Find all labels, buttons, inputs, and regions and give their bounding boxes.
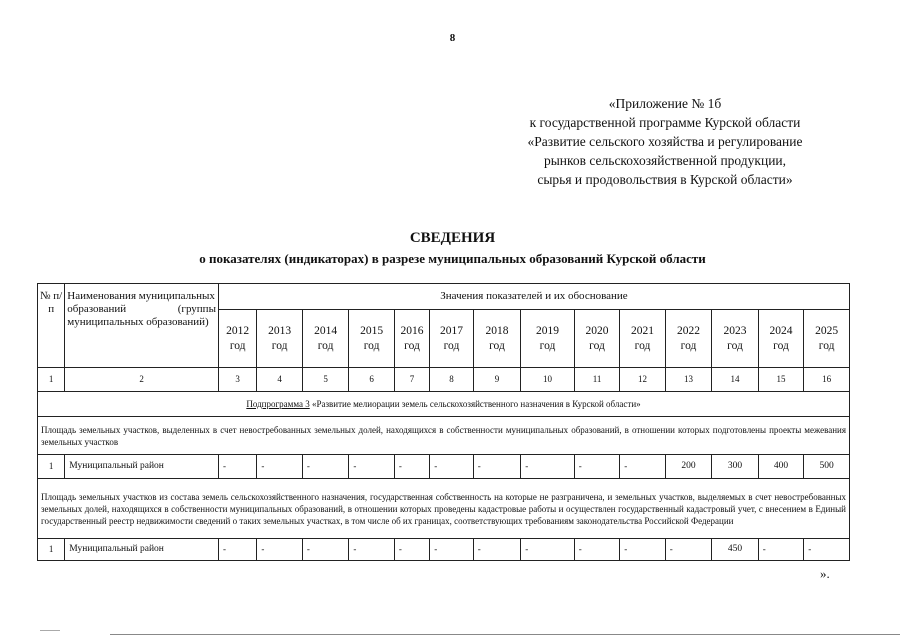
- year-suffix: год: [539, 339, 556, 352]
- appendix-header: [500, 94, 830, 189]
- year-header: [665, 310, 712, 368]
- row-number: 1: [38, 455, 65, 479]
- year-header: [430, 310, 473, 368]
- scan-edge-mark: [40, 630, 60, 631]
- column-number: 8: [430, 368, 473, 392]
- column-numbers-row: [38, 368, 850, 392]
- year-header: [302, 310, 349, 368]
- row-value: -: [620, 539, 665, 561]
- row-value: -: [257, 539, 302, 561]
- appendix-line: «Приложение № 1б: [608, 96, 722, 111]
- appendix-line: «Развитие сельского хозяйства и регулирование: [527, 134, 803, 149]
- row-value: -: [218, 455, 256, 479]
- year-value: 2013: [268, 324, 292, 337]
- row-value: -: [257, 455, 302, 479]
- row-number: 1: [38, 539, 65, 561]
- col-name-header-line: муниципальных образований): [67, 316, 209, 328]
- year-suffix: год: [404, 339, 420, 352]
- column-number: 14: [712, 368, 759, 392]
- scan-edge-line: [110, 634, 900, 635]
- column-number: 16: [804, 368, 850, 392]
- year-suffix: год: [443, 339, 460, 352]
- row-value: -: [473, 455, 521, 479]
- row-value: -: [521, 539, 575, 561]
- row-value: -: [574, 455, 619, 479]
- indicators-table: [37, 283, 850, 561]
- row-value: -: [302, 455, 349, 479]
- indicator-2-text: Площадь земельных участков из состава земель сельскохозяйственного назначения, государственная собственность на которые не разграничена, и земельных участков, выделяемых в счет невостребованных земельных долей, находящихся в собственности муниципальных образований, в отношении которых проведены кадастровые работы и осуществлен государственный кадастровый учет, с внесением в Единый государственный реестр недвижимости сведений о таких земельных участках, в том числе об их границах, соответствующих требованиям законодательства Российской Федерации: [38, 479, 850, 539]
- year-value: 2024: [769, 324, 793, 337]
- row-name: Муниципальный район: [65, 539, 219, 561]
- year-header: [349, 310, 394, 368]
- document-subtitle: о показателях (индикаторах) в разрезе муниципальных образований Курской области: [199, 251, 706, 266]
- year-value: 2025: [815, 324, 839, 337]
- year-value: 2012: [226, 324, 250, 337]
- year-suffix: год: [680, 339, 697, 352]
- document-title: СВЕДЕНИЯ: [409, 230, 496, 246]
- year-header: [804, 310, 850, 368]
- row-value: 400: [758, 455, 803, 479]
- row-value: -: [430, 539, 473, 561]
- year-header: [257, 310, 302, 368]
- col-name-header-line: Наименования муниципальных: [67, 290, 215, 302]
- appendix-line: сырья и продовольствия в Курской области»: [537, 172, 793, 187]
- year-value: 2019: [535, 324, 559, 337]
- row-value: -: [302, 539, 349, 561]
- year-suffix: год: [589, 339, 605, 352]
- row-value: 500: [804, 455, 850, 479]
- year-header: [473, 310, 521, 368]
- closing-quote: ».: [820, 566, 830, 581]
- col-name-header-line: [67, 303, 216, 316]
- row-value: 200: [665, 455, 712, 479]
- year-value: 2017: [439, 324, 463, 337]
- row-value: -: [473, 539, 521, 561]
- section-title: «Развитие мелиорации земель сельскохозяйственного назначения в Курской области»: [309, 398, 641, 409]
- row-value: -: [620, 455, 665, 479]
- year-header: [394, 310, 429, 368]
- year-suffix: год: [634, 339, 651, 352]
- row-value: -: [394, 455, 429, 479]
- column-number: 3: [218, 368, 256, 392]
- year-value: 2016: [400, 324, 424, 337]
- year-header: [712, 310, 759, 368]
- indicator-1-text: Площадь земельных участков, выделенных в счет невостребованных земельных долей, находящихся в собственности муниципальных образований, в отношении которых подготовлены проекты межевания земельных участков: [38, 417, 850, 455]
- year-suffix: год: [727, 339, 743, 352]
- column-number: 4: [257, 368, 302, 392]
- section-prefix: Подпрограмма 3: [246, 398, 310, 409]
- col-name-header-word: (группы: [177, 303, 216, 315]
- column-number: 2: [65, 368, 219, 392]
- column-number: 12: [620, 368, 665, 392]
- column-number: 15: [758, 368, 803, 392]
- year-value: 2020: [585, 324, 609, 337]
- year-header: [521, 310, 575, 368]
- appendix-line: к государственной программе Курской области: [529, 115, 801, 130]
- year-value: 2018: [485, 324, 509, 337]
- row-value: -: [804, 539, 850, 561]
- page-number: 8: [449, 32, 456, 44]
- col-num-header: № п/п: [38, 284, 65, 368]
- column-number: 1: [38, 368, 65, 392]
- column-number: 7: [394, 368, 429, 392]
- row-value: -: [758, 539, 803, 561]
- column-number: 5: [302, 368, 349, 392]
- section-header: [38, 392, 850, 417]
- row-value: -: [218, 539, 256, 561]
- column-number: 11: [574, 368, 619, 392]
- row-value: 450: [712, 539, 759, 561]
- year-header: [218, 310, 256, 368]
- year-header: [758, 310, 803, 368]
- column-number: 9: [473, 368, 521, 392]
- year-value: 2014: [314, 324, 338, 337]
- year-suffix: год: [317, 339, 334, 352]
- row-value: -: [394, 539, 429, 561]
- year-suffix: год: [489, 339, 505, 352]
- row-value: -: [349, 539, 394, 561]
- values-header: Значения показателей и их обоснование: [218, 284, 849, 310]
- year-suffix: год: [271, 339, 288, 352]
- year-suffix: год: [818, 339, 835, 352]
- col-name-header: [65, 284, 219, 368]
- table-row: [38, 455, 850, 479]
- year-header: [574, 310, 619, 368]
- row-name: Муниципальный район: [65, 455, 219, 479]
- row-value: -: [521, 455, 575, 479]
- column-number: 13: [665, 368, 712, 392]
- row-value: -: [349, 455, 394, 479]
- table-row: [38, 539, 850, 561]
- year-value: 2022: [677, 324, 700, 337]
- row-value: 300: [712, 455, 759, 479]
- year-value: 2023: [723, 324, 747, 337]
- year-value: 2015: [360, 324, 384, 337]
- column-number: 10: [521, 368, 575, 392]
- col-name-header-word: образований: [67, 303, 127, 315]
- row-value: -: [574, 539, 619, 561]
- year-header: [620, 310, 665, 368]
- appendix-line: рынков сельскохозяйственной продукции,: [543, 153, 787, 168]
- year-suffix: год: [773, 339, 789, 352]
- row-value: -: [665, 539, 712, 561]
- year-suffix: год: [229, 339, 246, 352]
- column-number: 6: [349, 368, 394, 392]
- row-value: -: [430, 455, 473, 479]
- year-suffix: год: [363, 339, 380, 352]
- year-value: 2021: [631, 324, 654, 337]
